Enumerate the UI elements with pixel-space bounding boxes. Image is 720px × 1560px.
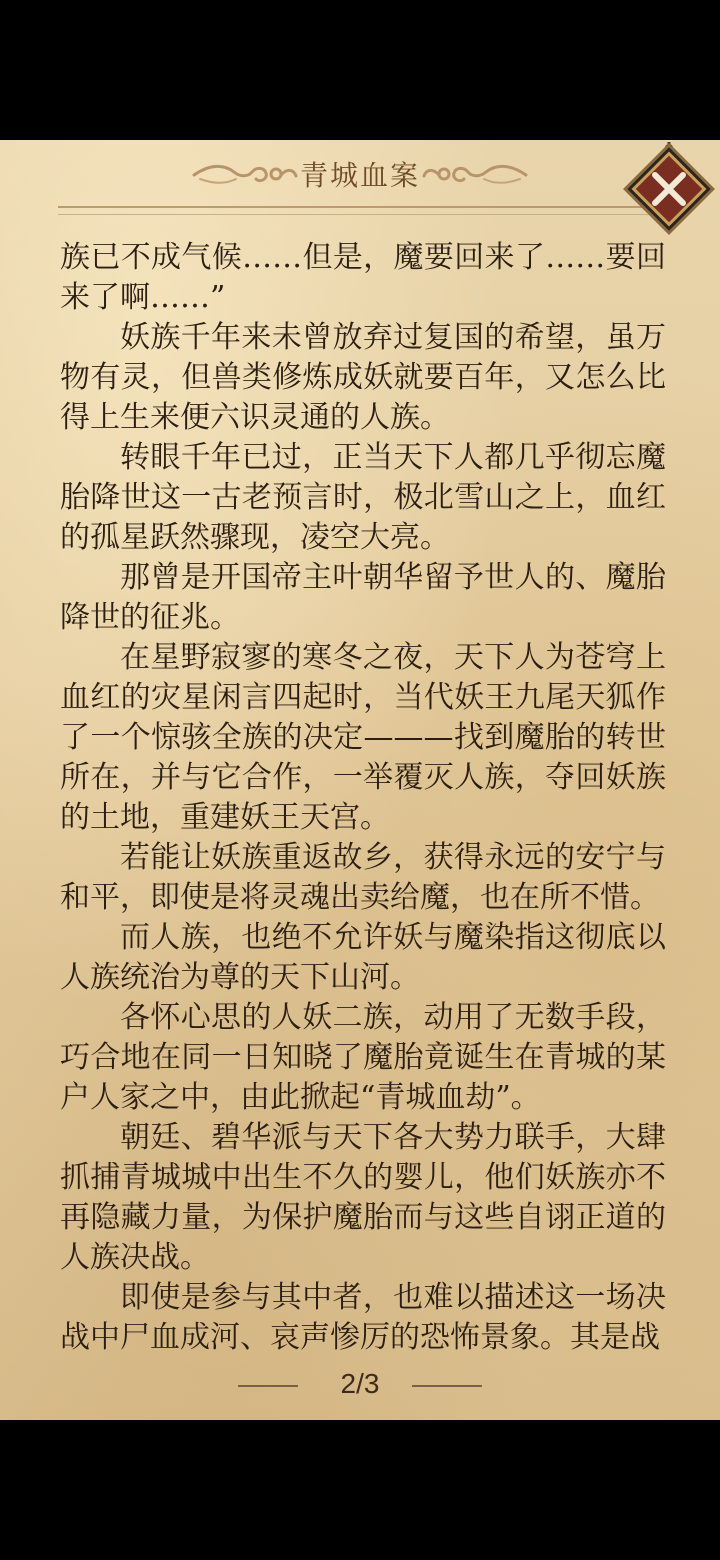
paragraph: 在星野寂寥的寒冬之夜，天下人为苍穹上血红的灾星闲言四起时，当代妖王九尾天狐作了一个惊骇全族的决定———找到魔胎的转世所在，并与它合作，一举覆灭人族，夺回妖族的土地，重建妖王天宫。: [60, 640, 666, 835]
paragraph: 族已不成气候……但是，魔要回来了……要回来了啊……”: [60, 240, 666, 315]
paragraph: 朝廷、碧华派与天下各大势力联手，大肆抓捕青城城中出生不久的婴儿，他们妖族亦不再隐藏力量，为保护魔胎而与这些自诩正道的人族决战。: [60, 1120, 666, 1275]
status-bar-area: [0, 0, 720, 140]
chapter-text: [60, 238, 666, 1358]
header-divider: [58, 206, 662, 215]
close-button[interactable]: [622, 142, 716, 236]
navigation-bar-area: [0, 1420, 720, 1560]
title-ornament-right-icon: [420, 158, 530, 192]
reader-panel: [0, 140, 720, 1420]
paragraph: 即使是参与其中者，也难以描述这一场决战中尸血成河、哀声惨厉的恐怖景象。其是战: [60, 1280, 666, 1355]
page-indicator: 2/3: [340, 1368, 380, 1399]
pagination-divider-right: [412, 1385, 482, 1387]
paragraph: 而人族，也绝不允许妖与魔染指这彻底以人族统治为尊的天下山河。: [60, 920, 666, 995]
paragraph: 各怀心思的人妖二族，动用了无数手段，巧合地在同一日知晓了魔胎竟诞生在青城的某户人家之中，由此掀起“青城血劫”。: [60, 1000, 666, 1115]
page-title: 青城血案: [299, 159, 420, 192]
paragraph: 若能让妖族重返故乡，获得永远的安宁与和平，即使是将灵魂出卖给魔，也在所不惜。: [60, 840, 666, 915]
reader-header: [0, 140, 720, 215]
paragraph: 妖族千年来未曾放弃过复国的希望，虽万物有灵，但兽类修炼成妖就要百年，又怎么比得上生来便六识灵通的人族。: [60, 320, 666, 435]
paragraph: 转眼千年已过，正当天下人都几乎彻忘魔胎降世这一古老预言时，极北雪山之上，血红的孤星跃然骤现，凌空大亮。: [60, 440, 666, 555]
pagination: [0, 1364, 720, 1404]
paragraph: 那曾是开国帝主叶朝华留予世人的、魔胎降世的征兆。: [60, 560, 666, 635]
